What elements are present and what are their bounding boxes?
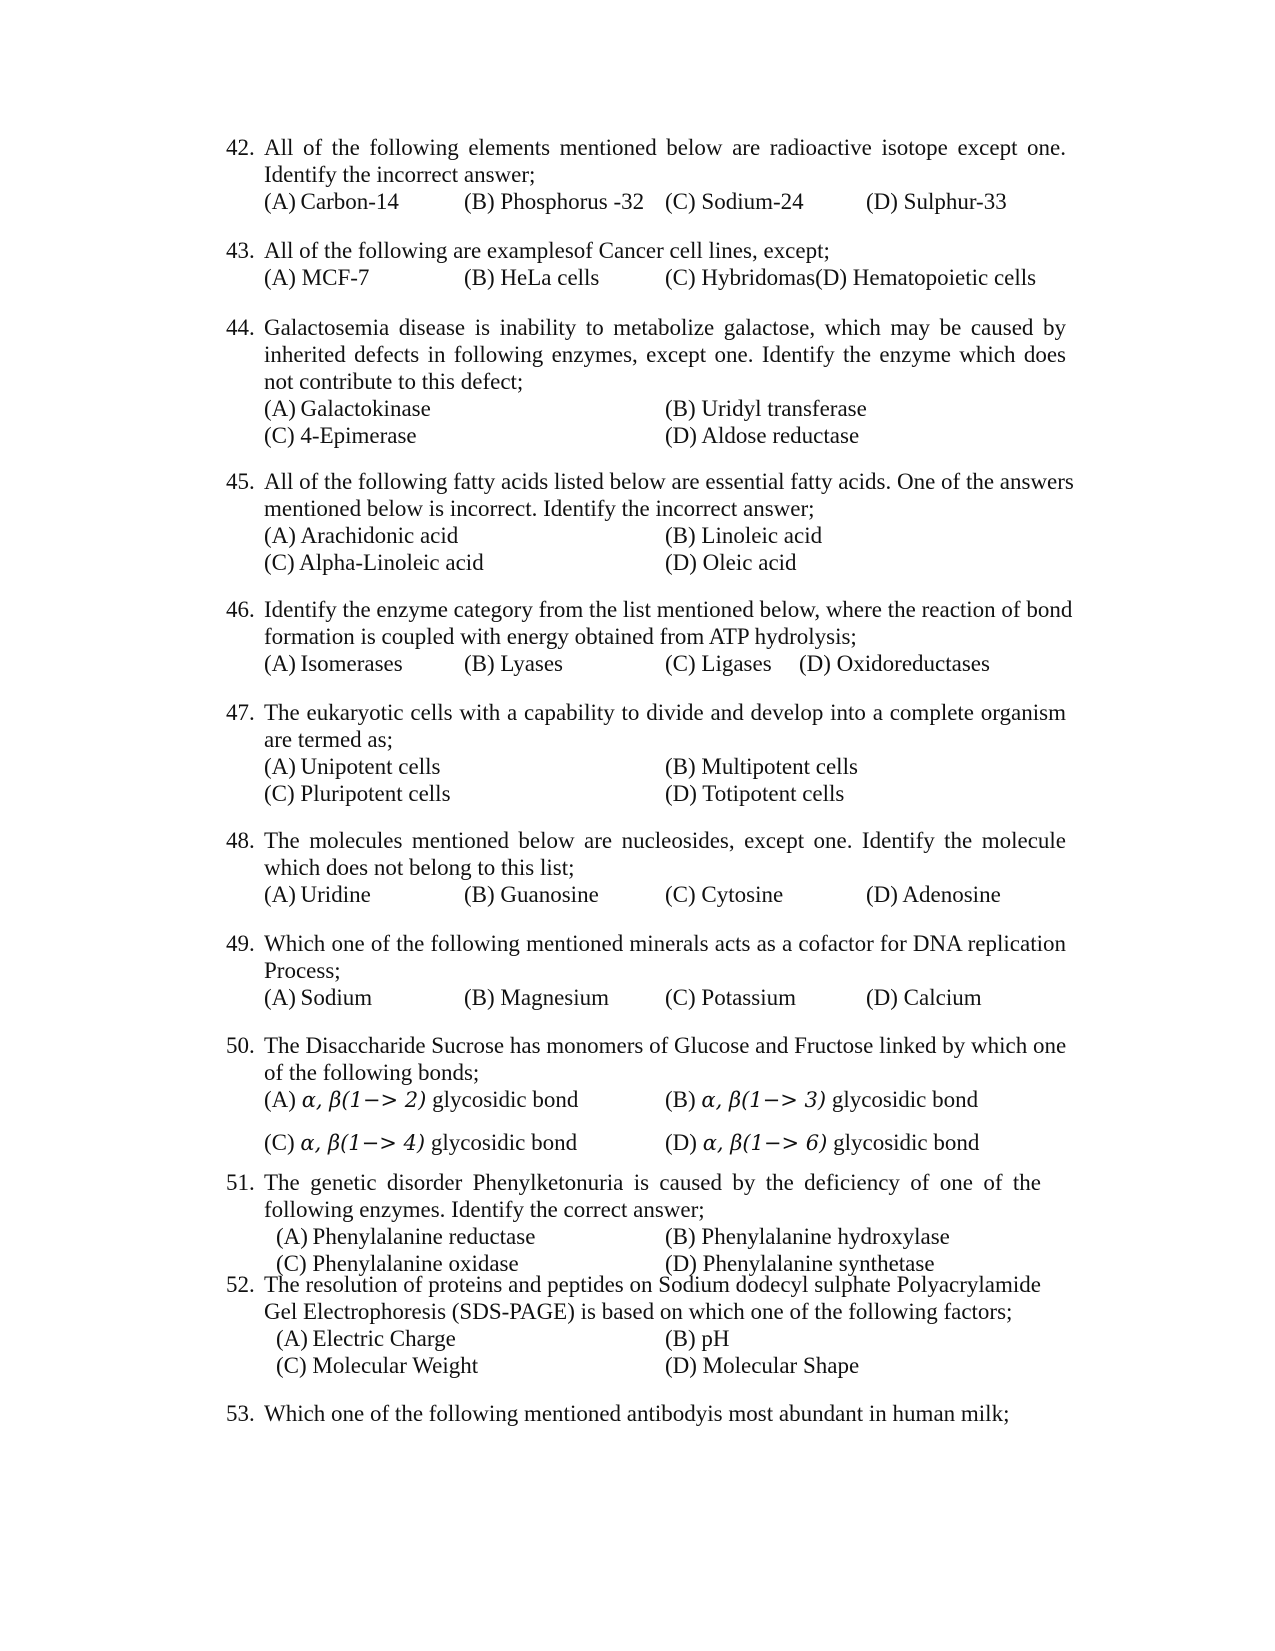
option-d: (D) Oxidoreductases [799, 651, 990, 676]
question-stem: which does not belong to this list; [264, 855, 575, 880]
question-46 [226, 596, 1073, 677]
question-number: 46. [226, 597, 255, 622]
question-number: 51. [226, 1170, 255, 1195]
options-row [226, 1352, 1041, 1379]
question-number: 48. [226, 828, 255, 853]
option-d: (D) Sulphur-33 [866, 189, 1007, 214]
question-number: 49. [226, 931, 255, 956]
option-c: (C) Molecular Weight [276, 1353, 479, 1378]
option-a: (A) Phenylalanine reductase [276, 1224, 536, 1249]
option-a: (A) Galactokinase [264, 396, 431, 421]
options-row [226, 1223, 1041, 1250]
option-d: (D) Molecular Shape [665, 1353, 860, 1378]
option-a: (A) MCF-7 [264, 265, 370, 290]
bond-formula: α, β(1−> 3) [701, 1088, 827, 1112]
option-a: (A) Isomerases [264, 651, 403, 676]
bond-formula: α, β(1−> 4) [300, 1131, 426, 1155]
question-stem: Identify the incorrect answer; [264, 162, 536, 187]
question-stem: The eukaryotic cells with a capability to divide and develop into a complete organism [264, 700, 1066, 725]
question-43 [226, 237, 1066, 291]
options-row [226, 984, 1066, 1011]
option-b: (B) HeLa cells [464, 265, 600, 290]
option-b: (B) Phosphorus -32 [464, 189, 645, 214]
option-d: (D) Totipotent cells [665, 781, 845, 806]
question-stem: The molecules mentioned below are nucleosides, except one. Identify the molecule [264, 828, 1066, 853]
question-stem: All of the following elements mentioned below are radioactive isotope except one. [264, 135, 1066, 160]
option-c: (C) Phenylalanine oxidase [276, 1251, 519, 1276]
option-c: (C) Cytosine [665, 882, 784, 907]
question-42 [226, 134, 1066, 215]
option-c: (C) Sodium-24 [665, 189, 804, 214]
question-stem: not contribute to this defect; [264, 369, 524, 394]
options-row [226, 1325, 1041, 1352]
option-b: (B) Lyases [464, 651, 564, 676]
option-a: (A) α, β(1−> 2) glycosidic bond [264, 1087, 579, 1112]
question-stem: Identify the enzyme category from the list mentioned below, where the reaction of bond [264, 597, 1073, 622]
question-stem: All of the following are examplesof Cancer cell lines, except; [264, 238, 830, 263]
option-c: (C) Ligases [665, 651, 772, 676]
options-row [226, 881, 1066, 908]
bond-formula: α, β(1−> 6) [702, 1131, 828, 1155]
option-d: (D) Phenylalanine synthetase [665, 1251, 935, 1276]
options-row [226, 422, 1066, 449]
options-row [226, 780, 1066, 807]
question-stem: following enzymes. Identify the correct answer; [264, 1197, 705, 1222]
question-number: 44. [226, 315, 255, 340]
option-b: (B) Phenylalanine hydroxylase [665, 1224, 950, 1249]
options-row [226, 1086, 1066, 1113]
option-c: (C) Pluripotent cells [264, 781, 451, 806]
question-stem: formation is coupled with energy obtained from ATP hydrolysis; [264, 624, 857, 649]
option-d: (D) α, β(1−> 6) glycosidic bond [665, 1130, 980, 1155]
question-stem: Gel Electrophoresis (SDS-PAGE) is based on which one of the following factors; [264, 1299, 1013, 1324]
option-d: (D) Aldose reductase [665, 423, 860, 448]
question-stem: The resolution of proteins and peptides on Sodium dodecyl sulphate Polyacrylamide [264, 1272, 1041, 1297]
question-stem: All of the following fatty acids listed below are essential fatty acids. One of the answers [264, 469, 1074, 494]
option-b: (B) α, β(1−> 3) glycosidic bond [665, 1087, 979, 1112]
options-row [226, 753, 1066, 780]
question-45 [226, 468, 1074, 576]
question-44 [226, 314, 1066, 449]
question-number: 42. [226, 135, 255, 160]
question-stem: Which one of the following mentioned antibodyis most abundant in human milk; [264, 1401, 1010, 1426]
option-a: (A) Carbon-14 [264, 189, 399, 214]
question-51 [226, 1169, 1041, 1277]
question-number: 50. [226, 1033, 255, 1058]
question-48 [226, 827, 1066, 908]
option-b: (B) Magnesium [464, 985, 610, 1010]
question-47 [226, 699, 1066, 807]
option-b: (B) Uridyl transferase [665, 396, 867, 421]
option-a: (A) Unipotent cells [264, 754, 441, 779]
options-row [226, 650, 1066, 677]
option-b: (B) Multipotent cells [665, 754, 858, 779]
option-d: (D) Oleic acid [665, 550, 797, 575]
option-a: (A) Uridine [264, 882, 371, 907]
question-number: 47. [226, 700, 255, 725]
question-stem: The Disaccharide Sucrose has monomers of Glucose and Fructose linked by which one [264, 1033, 1067, 1058]
question-49 [226, 930, 1066, 1011]
option-c: (C) α, β(1−> 4) glycosidic bond [264, 1130, 578, 1155]
question-stem: The genetic disorder Phenylketonuria is caused by the deficiency of one of the [264, 1170, 1041, 1195]
question-53 [226, 1400, 1066, 1427]
option-b: (B) pH [665, 1326, 730, 1351]
question-stem: Which one of the following mentioned minerals acts as a cofactor for DNA replication [264, 931, 1066, 956]
option-c-d: (C) Hybridomas(D) Hematopoietic cells [665, 265, 1037, 290]
option-b: (B) Linoleic acid [665, 523, 823, 548]
question-number: 45. [226, 469, 255, 494]
bond-formula: α, β(1−> 2) [301, 1088, 427, 1112]
question-stem: of the following bonds; [264, 1060, 480, 1085]
option-b: (B) Guanosine [464, 882, 599, 907]
option-a: (A) Electric Charge [276, 1326, 456, 1351]
option-d: (D) Adenosine [866, 882, 1001, 907]
options-row [226, 264, 1066, 291]
question-stem: Galactosemia disease is inability to metabolize galactose, which may be caused by [264, 315, 1066, 340]
question-50 [226, 1032, 1066, 1156]
question-number: 53. [226, 1401, 255, 1426]
question-stem: mentioned below is incorrect. Identify the incorrect answer; [264, 496, 815, 521]
option-c: (C) 4-Epimerase [264, 423, 417, 448]
options-row [226, 188, 1066, 215]
question-52 [226, 1271, 1041, 1379]
options-row [226, 395, 1066, 422]
option-d: (D) Calcium [866, 985, 982, 1010]
question-stem: are termed as; [264, 727, 393, 752]
question-number: 52. [226, 1272, 255, 1297]
option-a: (A) Sodium [264, 985, 373, 1010]
question-number: 43. [226, 238, 255, 263]
options-row [226, 522, 1066, 549]
options-row [226, 549, 1066, 576]
option-a: (A) Arachidonic acid [264, 523, 459, 548]
option-c: (C) Potassium [665, 985, 796, 1010]
question-stem: inherited defects in following enzymes, except one. Identify the enzyme which does [264, 342, 1066, 367]
question-stem: Process; [264, 958, 341, 983]
option-c: (C) Alpha-Linoleic acid [264, 550, 484, 575]
options-row [226, 1129, 1066, 1156]
